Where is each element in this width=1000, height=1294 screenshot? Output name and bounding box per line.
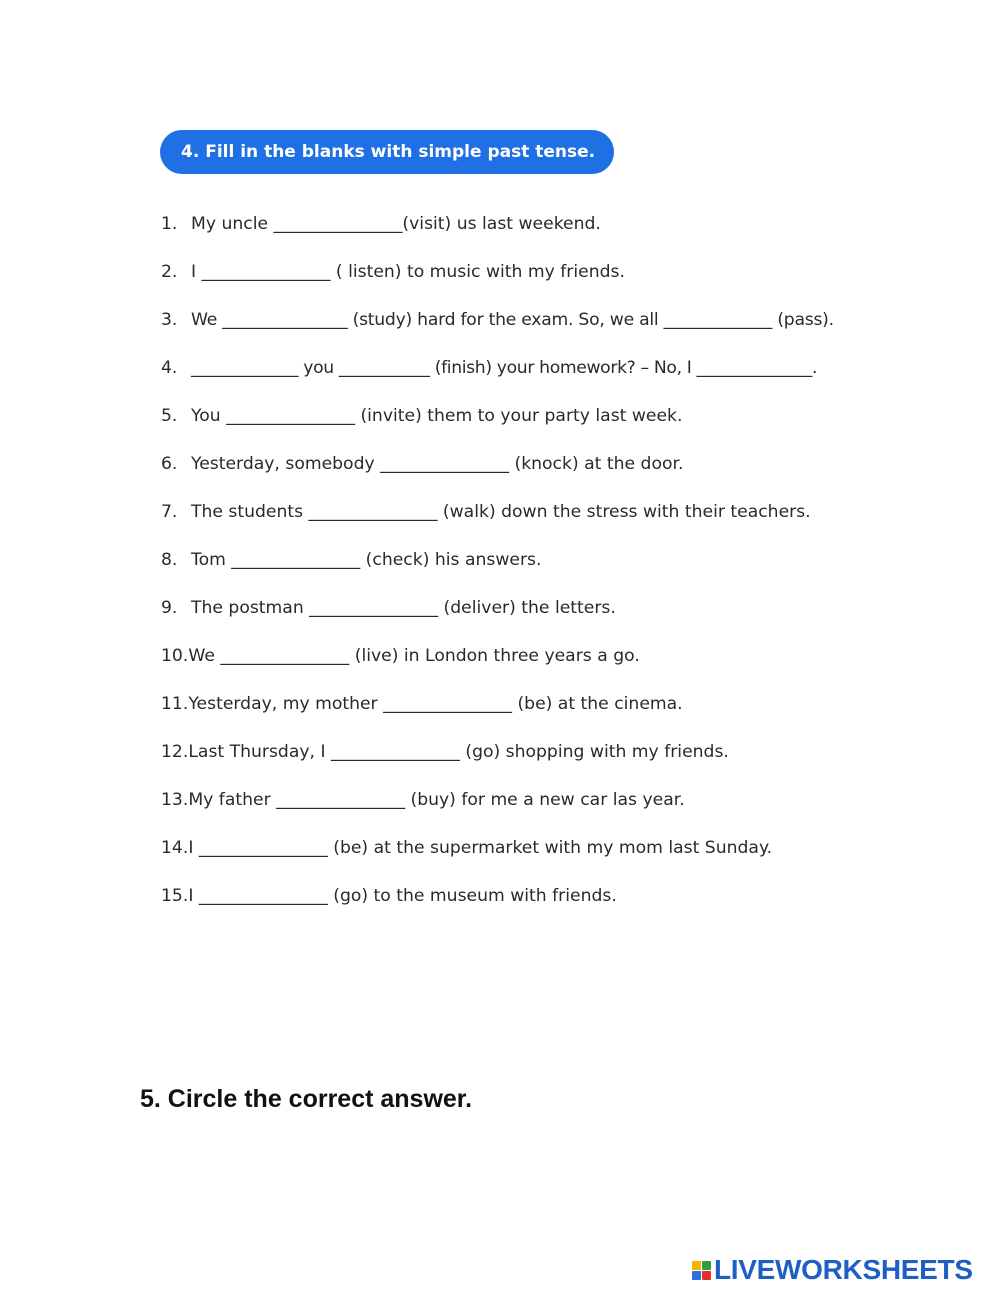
section-4-heading: 4. Fill in the blanks with simple past tense. xyxy=(160,130,614,174)
item-number: 10. xyxy=(161,646,189,666)
item-number: 15. xyxy=(161,886,189,906)
exercise-item xyxy=(161,212,601,236)
item-number: 7. xyxy=(161,502,178,522)
exercise-item xyxy=(161,500,811,524)
section-5-heading: 5. Circle the correct answer. xyxy=(140,1085,473,1113)
item-number: 6. xyxy=(161,454,178,474)
logo-text: LIVEWORKSHEETS xyxy=(714,1254,973,1285)
item-number: 11. xyxy=(161,694,189,714)
liveworksheets-logo xyxy=(692,1253,973,1287)
exercise-item xyxy=(161,692,683,716)
item-number: 2. xyxy=(161,262,178,282)
exercise-item xyxy=(161,260,625,284)
item-text: Last Thursday, I _______________ (go) shopping with my friends. xyxy=(188,742,729,762)
item-text: My uncle _______________(visit) us last weekend. xyxy=(191,214,601,234)
exercise-item xyxy=(161,596,616,620)
exercise-item xyxy=(161,452,683,476)
item-number: 14. xyxy=(161,838,189,858)
exercise-item xyxy=(161,308,834,332)
logo-square xyxy=(702,1261,711,1270)
item-text: The postman _______________ (deliver) the letters. xyxy=(191,598,616,618)
item-text: I _______________ (be) at the supermarket with my mom last Sunday. xyxy=(188,838,773,858)
exercise-item xyxy=(161,548,541,572)
item-number: 8. xyxy=(161,550,178,570)
item-text: We _______________ (study) hard for the exam. So, we all _____________ (pass). xyxy=(191,310,834,330)
exercise-item xyxy=(161,404,682,428)
item-text: I _______________ ( listen) to music with my friends. xyxy=(191,262,625,282)
logo-square xyxy=(702,1271,711,1280)
logo-square xyxy=(692,1271,701,1280)
item-text: I _______________ (go) to the museum with friends. xyxy=(188,886,617,906)
item-text: You _______________ (invite) them to your party last week. xyxy=(191,406,683,426)
item-number: 12. xyxy=(161,742,189,762)
exercise-item xyxy=(161,740,729,764)
item-number: 3. xyxy=(161,310,178,330)
item-number: 13. xyxy=(161,790,189,810)
exercise-item xyxy=(161,644,640,668)
item-text: Tom _______________ (check) his answers. xyxy=(191,550,542,570)
liveworksheets-grid-icon xyxy=(692,1261,711,1280)
exercise-item xyxy=(161,836,772,860)
item-text: The students _______________ (walk) down the stress with their teachers. xyxy=(191,502,811,522)
item-number: 4. xyxy=(161,358,178,378)
item-text: My father _______________ (buy) for me a new car las year. xyxy=(188,790,685,810)
item-number: 5. xyxy=(161,406,178,426)
item-text: Yesterday, my mother _______________ (be) at the cinema. xyxy=(188,694,683,714)
item-text: _____________ you ___________ (finish) your homework? – No, I ______________. xyxy=(191,358,818,378)
exercise-item xyxy=(161,884,617,908)
item-text: We _______________ (live) in London three years a go. xyxy=(188,646,640,666)
item-number: 1. xyxy=(161,214,178,234)
exercise-item xyxy=(161,788,685,812)
item-number: 9. xyxy=(161,598,178,618)
item-text: Yesterday, somebody _______________ (knock) at the door. xyxy=(191,454,684,474)
logo-square xyxy=(692,1261,701,1270)
exercise-item xyxy=(161,356,817,380)
